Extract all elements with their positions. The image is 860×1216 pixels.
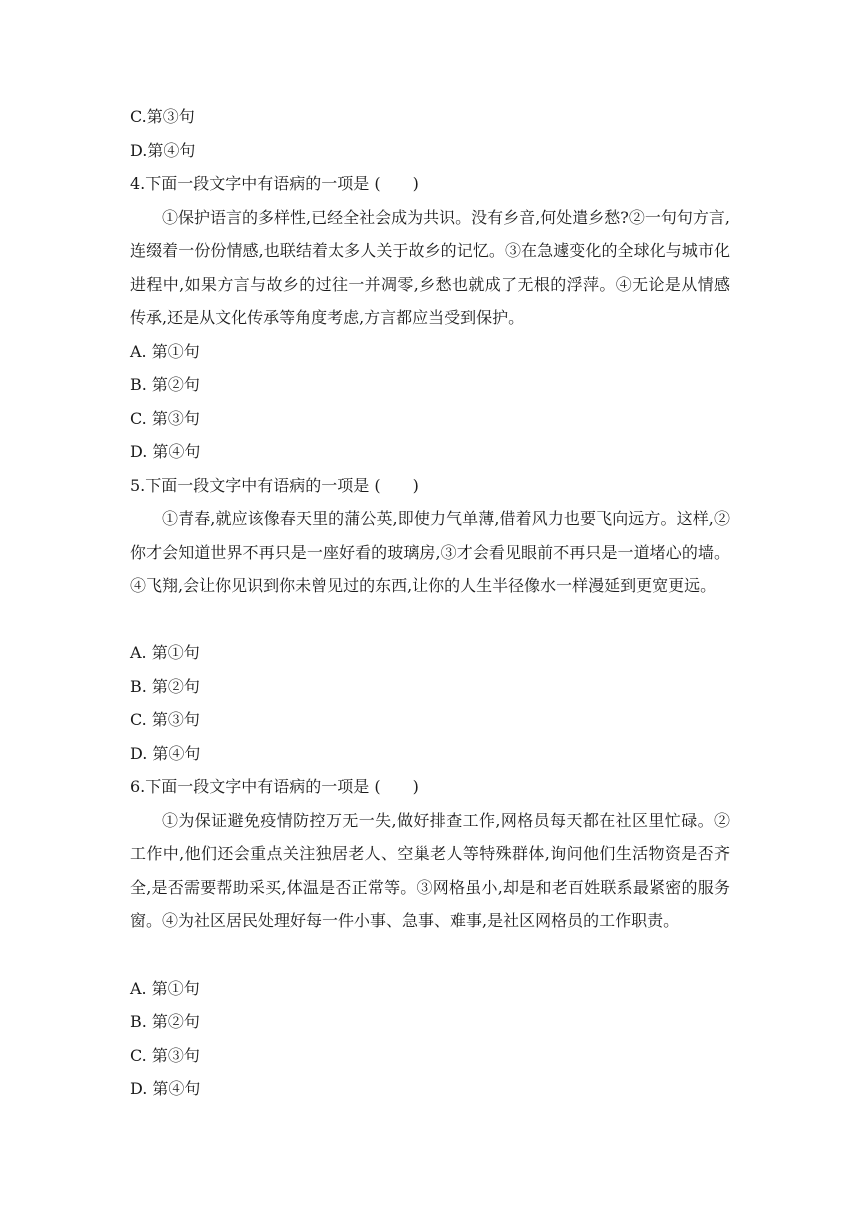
question-5 [130, 469, 730, 771]
option-b: B. 第②句 [130, 676, 200, 696]
document-page [130, 100, 730, 1106]
question-4-passage: ①保护语言的多样性,已经全社会成为共识。没有乡音,何处遣乡愁?②一句句方言,连缀着一份份情感,也联结着太多人关于故乡的记忆。③在急遽变化的全球化与城市化进程中,如果方言与故乡的过往一并凋零,乡愁也就成了无根的浮萍。④无论是从情感传承,还是从文化传承等角度考虑,方言都应当受到保护。 [130, 207, 730, 327]
question-5-options [130, 636, 730, 770]
option-d: D. 第④句 [130, 1079, 201, 1098]
option-d: D. 第④句 [130, 743, 201, 763]
option-c: C. 第③句 [130, 408, 200, 428]
option-d: D.第④句 [130, 140, 196, 160]
option-a: A. 第①句 [130, 341, 200, 361]
option-a: A. 第①句 [130, 978, 200, 998]
option-c: C. 第③句 [130, 1045, 200, 1065]
question-3-tail [130, 100, 730, 167]
question-6-passage: ①为保证避免疫情防控万无一失,做好排查工作,网格员每天都在社区里忙碌。②工作中,他们还会重点关注独居老人、空巢老人等特殊群体,询问他们生活物资是否齐全,是否需要帮助采买,体温是否正常等。③网格虽小,却是和老百姓联系最紧密的服务窗。④为社区居民处理好每一件小事、急事、难事,是社区网格员的工作职责。 [130, 810, 730, 930]
question-3-options [130, 100, 730, 167]
question-5-stem: 5.下面一段文字中有语病的一项是 ( ) [130, 475, 419, 495]
question-4-options [130, 335, 730, 469]
option-b: B. 第②句 [130, 1012, 200, 1031]
option-b: B. 第②句 [130, 375, 200, 394]
question-4-stem: 4.下面一段文字中有语病的一项是 ( ) [130, 174, 419, 193]
question-6-stem: 6.下面一段文字中有语病的一项是 ( ) [130, 777, 419, 796]
question-6 [130, 770, 730, 1106]
question-4 [130, 167, 730, 469]
option-d: D. 第④句 [130, 442, 201, 461]
question-6-options [130, 972, 730, 1106]
option-c: C.第③句 [130, 107, 195, 126]
option-c: C. 第③句 [130, 710, 200, 729]
question-5-passage: ①青春,就应该像春天里的蒲公英,即使力气单薄,借着风力也要飞向远方。这样,②你才会知道世界不再只是一座好看的玻璃房,③才会看见眼前不再只是一道堵心的墙。④飞翔,会让你见识到你未曾见过的东西,让你的人生半径像水一样漫延到更宽更远。 [130, 509, 730, 595]
option-a: A. 第①句 [130, 643, 200, 662]
